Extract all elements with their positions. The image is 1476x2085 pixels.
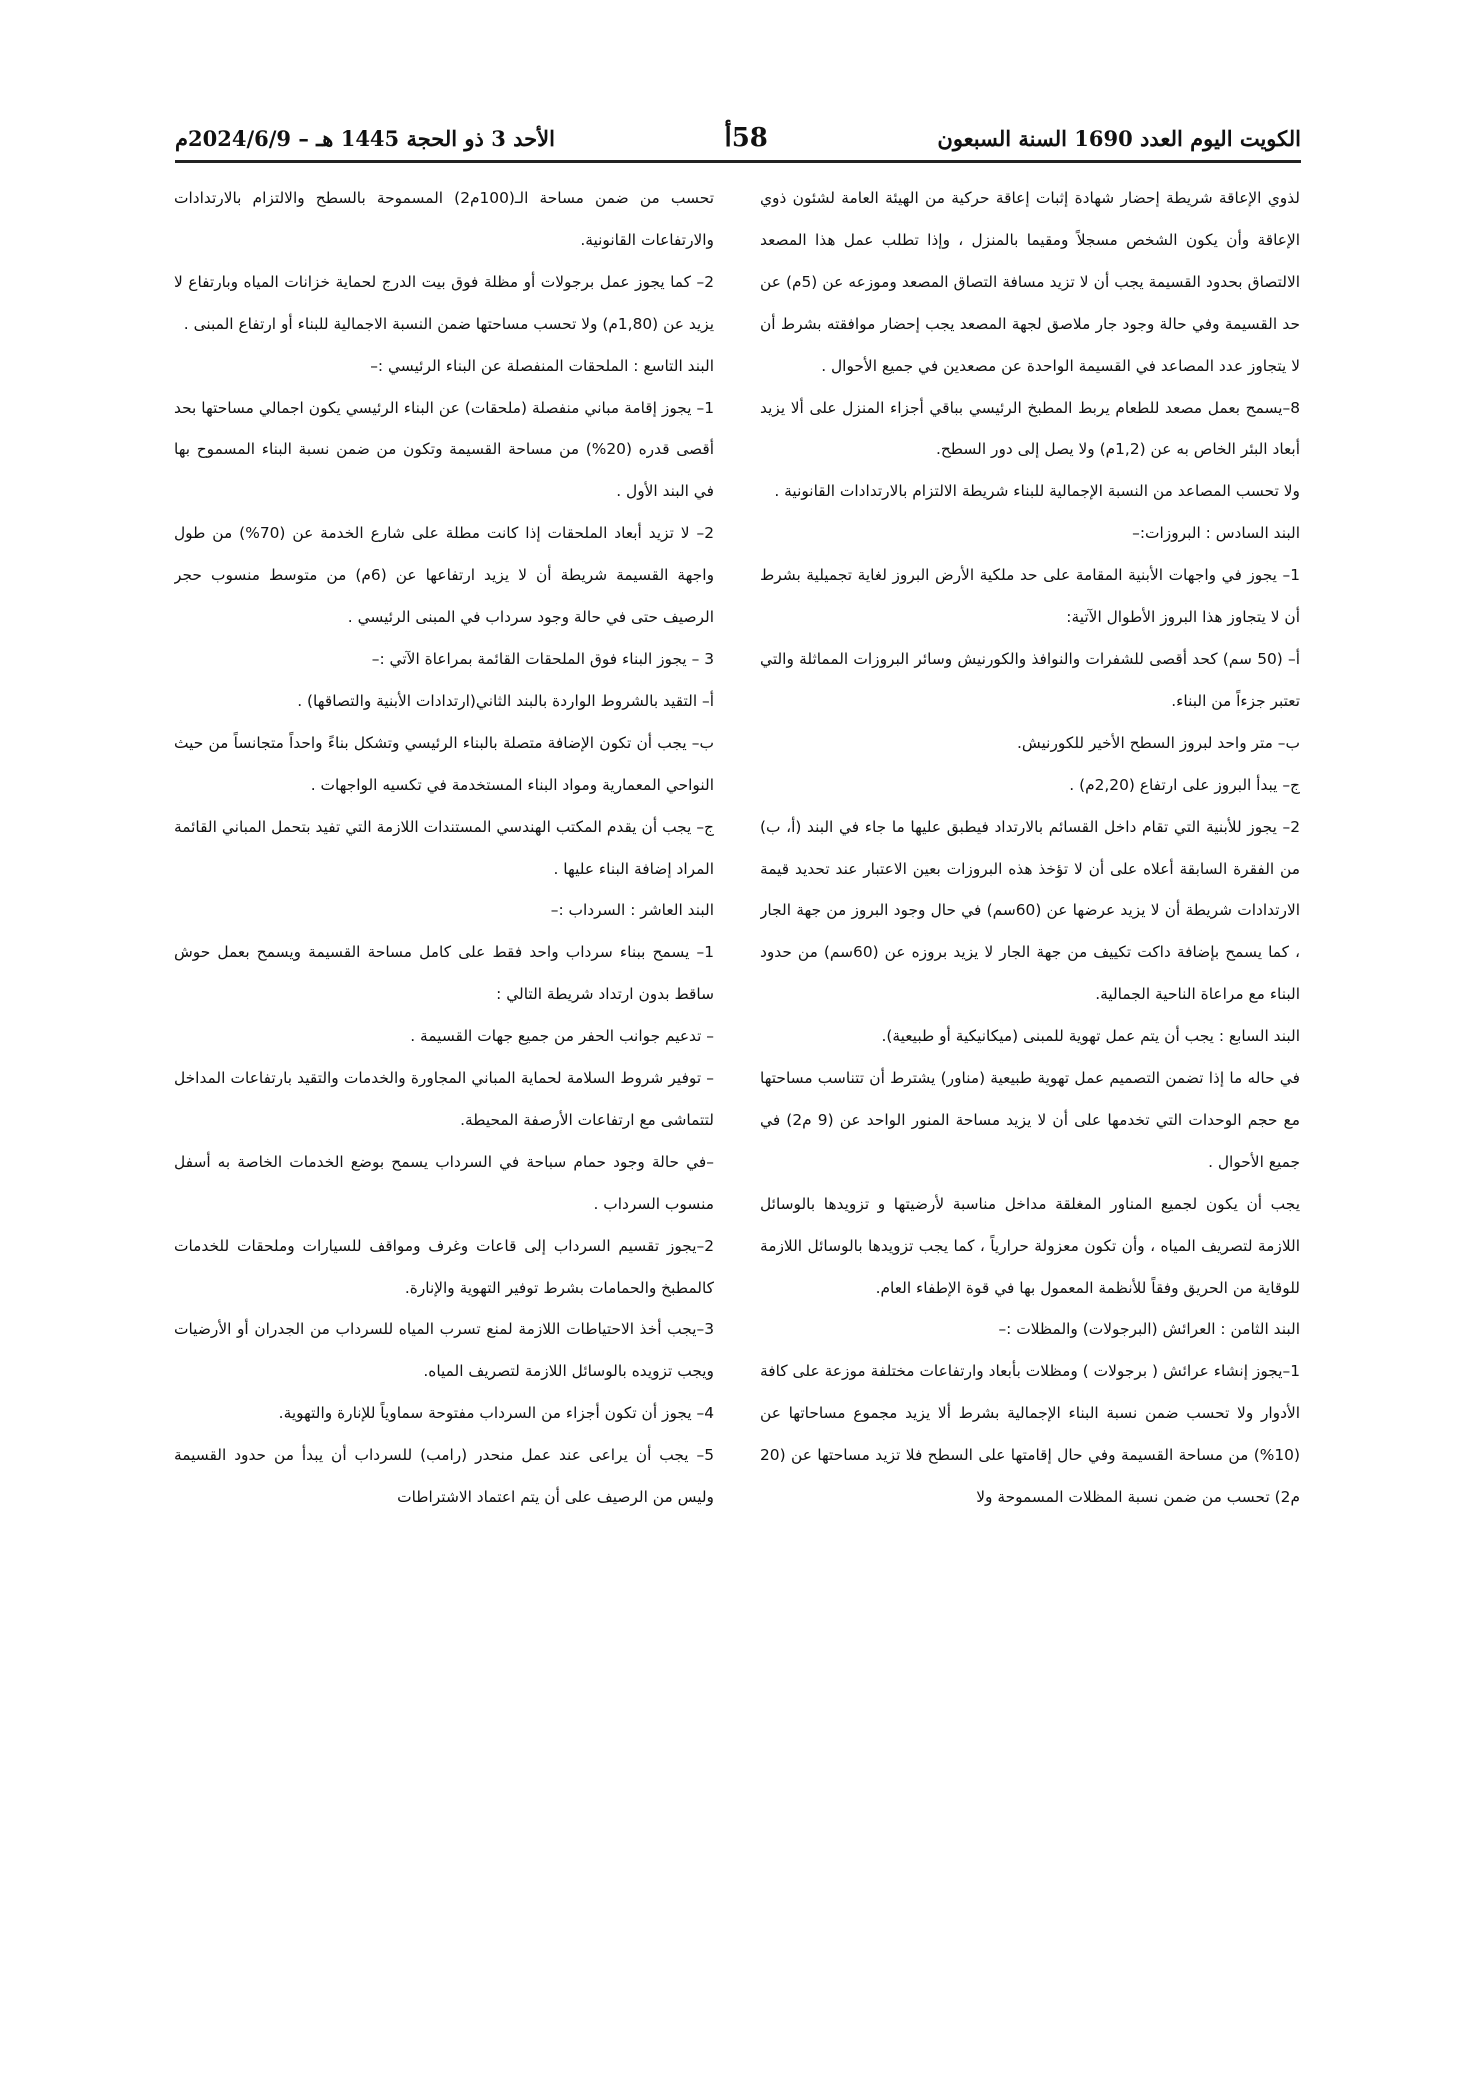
paragraph: 8–يسمح بعمل مصعد للطعام يربط المطبخ الرئيسي بباقي أجزاء المنزل على ألا يزيد أبعاد البئر الخاص به عن (1,2م) ولا يصل إلى دور السطح. — [760, 398, 1300, 459]
paragraph: – توفير شروط السلامة لحماية المباني المجاورة والخدمات والتقيد بارتفاعات المداخل لتتماشى مع ارتفاعات الأرصفة المحيطة. — [174, 1069, 714, 1129]
paragraph: 1– يجوز إقامة مباني منفصلة (ملحقات) عن البناء الرئيسي يكون اجمالي مساحتها بحد أقصى قدره (20%) من مساحة القسيمة وتكون من ضمن نسبة البناء المسموح بها في البند الأول . — [174, 398, 714, 501]
paragraph: أ– التقيد بالشروط الواردة بالبند الثاني(ارتدادات الأبنية والتصاقها) . — [297, 691, 714, 710]
paragraph: 3 – يجوز البناء فوق الملحقات القائمة بمراعاة الآتي :– — [371, 649, 714, 668]
paragraph: أ– (50 سم) كحد أقصى للشفرات والنوافذ والكورنيش وسائر البروزات المماثلة والتي تعتبر جزءاً من البناء. — [760, 649, 1300, 710]
section-heading: البند الثامن : العرائش (البرجولات) والمظلات :– — [998, 1320, 1300, 1339]
paragraph: 4– يجوز أن تكون أجزاء من السرداب مفتوحة سماوياً للإنارة والتهوية. — [278, 1404, 714, 1423]
paragraph: ج– يبدأ البروز على ارتفاع (2,20م) . — [1069, 775, 1300, 794]
section-heading: البند العاشر : السرداب :– — [550, 901, 714, 920]
paragraph: 1– يسمح ببناء سرداب واحد فقط على كامل مساحة القسيمة ويسمح بعمل حوش ساقط بدون ارتداد شريطة التالي : — [174, 943, 714, 1004]
paragraph: 1– يجوز في واجهات الأبنية المقامة على حد ملكية الأرض البروز لغاية تجميلية بشرط أن لا يتجاوز هذا البروز الأطوال الآتية: — [760, 566, 1300, 627]
right-column — [760, 178, 1300, 2068]
header-date: الأحد 3 ذو الحجة 1445 هـ – 2024/6/9م — [175, 125, 555, 151]
page-number: 58أ — [724, 123, 768, 153]
page-header — [175, 118, 1301, 158]
header-issue: الكويت اليوم العدد 1690 السنة السبعون — [937, 125, 1301, 151]
paragraph: ولا تحسب المصاعد من النسبة الإجمالية للبناء شريطة الالتزام بالارتدادات القانونية . — [774, 482, 1300, 501]
paragraph: 5– يجب أن يراعى عند عمل منحدر (رامب) للسرداب أن يبدأ من حدود القسيمة وليس من الرصيف على أن يتم اعتماد الاشتراطات — [174, 1446, 714, 1507]
paragraph: تحسب من ضمن مساحة الـ(100م2) المسموحة بالسطح والالتزام بالارتدادات والارتفاعات القانونية. — [174, 189, 714, 249]
section-heading: البند التاسع : الملحقات المنفصلة عن البناء الرئيسي :– — [370, 356, 714, 375]
section-heading: البند السادس : البروزات:– — [1132, 524, 1300, 543]
paragraph: 3–يجب أخذ الاحتياطات اللازمة لمنع تسرب المياه للسرداب من الجدران أو الأرضيات ويجب تزويده بالوسائل اللازمة لتصريف المياه. — [174, 1320, 714, 1381]
paragraph: – تدعيم جوانب الحفر من جميع جهات القسيمة . — [410, 1027, 714, 1046]
paragraph: 1–يجوز إنشاء عرائش ( برجولات ) ومظلات بأبعاد وارتفاعات مختلفة موزعة على كافة الأدوار ولا تحسب ضمن نسبة البناء الإجمالية بشرط ألا يزيد مجموع مساحاتها عن (10%) من مساحة القسيمة وفي حال إقامتها على السطح فلا تزيد مساحتها عن (20 م2) تحسب من ضمن نسبة المظلات المسموحة ولا — [760, 1362, 1300, 1507]
paragraph: ج– يجب أن يقدم المكتب الهندسي المستندات اللازمة التي تفيد بتحمل المباني القائمة المراد إضافة البناء عليها . — [174, 817, 714, 878]
paragraph: يجب أن يكون لجميع المناور المغلقة مداخل مناسبة لأرضيتها و تزويدها بالوسائل اللازمة لتصريف المياه ، وأن تكون معزولة حرارياً ، كما يجب تزويدها بالوسائل اللازمة للوقاية من الحريق وفقاً للأنظمة المعمول بها في قوة الإطفاء العام. — [760, 1194, 1300, 1297]
header-rule — [175, 160, 1301, 163]
paragraph: 2– كما يجوز عمل برجولات أو مظلة فوق بيت الدرج لحماية خزانات المياه وبارتفاع لا يزيد عن (1,80م) ولا تحسب مساحتها ضمن النسبة الاجمالية للبناء أو ارتفاع المبنى . — [174, 272, 714, 333]
paragraph: ب– متر واحد لبروز السطح الأخير للكورنيش. — [1017, 733, 1300, 752]
paragraph: 2–يجوز تقسيم السرداب إلى قاعات وغرف ومواقف للسيارات وملحقات للخدمات كالمطبخ والحمامات بشرط توفير التهوية والإنارة. — [174, 1236, 714, 1297]
paragraph: ب– يجب أن تكون الإضافة متصلة بالبناء الرئيسي وتشكل بناءً واحداً متجانساً من حيث النواحي المعمارية ومواد البناء المستخدمة في تكسيه الواجهات . — [174, 733, 714, 794]
paragraph: 2– لا تزيد أبعاد الملحقات إذا كانت مطلة على شارع الخدمة عن (70%) من طول واجهة القسيمة شريطة أن لا يزيد ارتفاعها عن (6م) من متوسط منسوب حجر الرصيف حتى في حالة وجود سرداب في المبنى الرئيسي . — [174, 524, 714, 627]
paragraph: 2– يجوز للأبنية التي تقام داخل القسائم بالارتداد فيطبق عليها ما جاء في البند (أ، ب) من الفقرة السابقة أعلاه على أن لا تؤخذ هذه البروزات بعين الاعتبار عند تحديد قيمة الارتدادات شريطة أن لا يزيد عرضها عن (60سم) في حال وجود البروز من جهة الجار ، كما يسمح بإضافة داكت تكييف من جهة الجار لا يزيد بروزه عن (60سم) من حدود البناء مع مراعاة الناحية الجمالية. — [760, 817, 1300, 1004]
left-column — [174, 178, 714, 2068]
paragraph: لذوي الإعاقة شريطة إحضار شهادة إثبات إعاقة حركية من الهيئة العامة لشئون ذوي الإعاقة وأن يكون الشخص مسجلاً ومقيما بالمنزل ، وإذا تطلب عمل هذا المصعد الالتصاق بحدود القسيمة يجب أن لا تزيد مسافة التصاق المصعد وموزعه عن (5م) عن حد القسيمة وفي حالة وجود جار ملاصق لجهة المصعد يجب إحضار موافقته بشرط أن لا يتجاوز عدد المصاعد في القسيمة الواحدة عن مصعدين في جميع الأحوال . — [760, 189, 1300, 375]
section-heading: البند السابع : يجب أن يتم عمل تهوية للمبنى (ميكانيكية أو طبيعية). — [881, 1027, 1300, 1046]
paragraph: في حاله ما إذا تضمن التصميم عمل تهوية طبيعية (مناور) يشترط أن تتناسب مساحتها مع حجم الوحدات التي تخدمها على أن لا يزيد مساحة المنور الواحد عن (9 م2) في جميع الأحوال . — [760, 1069, 1300, 1171]
paragraph: –في حالة وجود حمام سباحة في السرداب يسمح بوضع الخدمات الخاصة به أسفل منسوب السرداب . — [174, 1152, 714, 1213]
